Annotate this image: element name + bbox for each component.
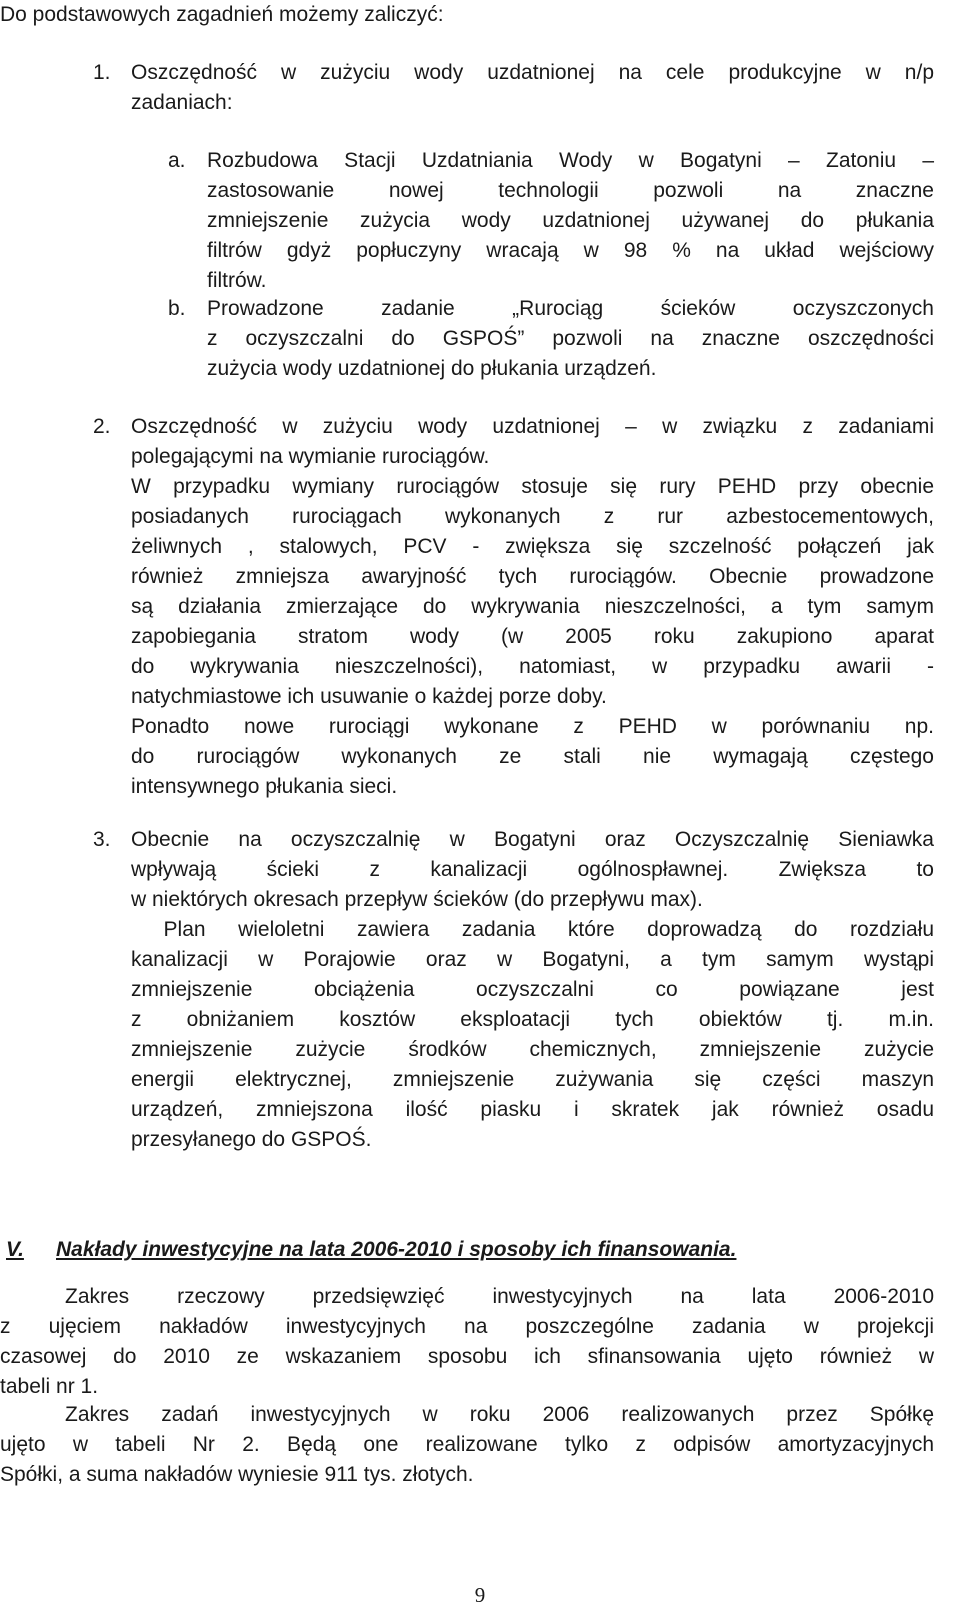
item1b-text — [207, 294, 934, 384]
item2-line: W przypadku wymiany rurociągów stosuje się rury PEHD przy obecnie — [131, 475, 934, 498]
item1-number: 1. — [93, 61, 111, 84]
paragraph-2-line: ujęto w tabeli Nr 2. Będą one realizowane tylko z odpisów amortyzacyjnych — [0, 1433, 934, 1456]
item2-line: intensywnego płukania sieci. — [131, 775, 398, 798]
item3-line: przesyłanego do GSPOŚ. — [131, 1128, 372, 1151]
item3-line: urządzeń, zmniejszona ilość piasku i skratek jak również osadu — [131, 1098, 934, 1121]
item3-line: z obniżaniem kosztów eksploatacji tych obiektów tj. m.in. — [131, 1008, 934, 1031]
item1a-marker: a. — [168, 149, 186, 172]
item1-text — [131, 58, 934, 118]
paragraph-1-line: z ujęciem nakładów inwestycyjnych na poszczególne zadania w projekcji — [0, 1315, 934, 1338]
item2-line: są działania zmierzające do wykrywania nieszczelności, a tym samym — [131, 595, 934, 618]
item3-line: wpływają ścieki z kanalizacji ogólnospławnej. Zwiększa to — [131, 858, 934, 881]
item2-line: natychmiastowe ich usuwanie o każdej porze doby. — [131, 685, 607, 708]
item2-line: Oszczędność w zużyciu wody uzdatnionej – w związku z zadaniami — [131, 415, 934, 438]
item1a-line: Rozbudowa Stacji Uzdatniania Wody w Bogatyni – Zatoniu – — [207, 149, 934, 172]
item1-line: zadaniach: — [131, 91, 233, 114]
item2-line: również zmniejsza awaryjność tych rurociągów. Obecnie prowadzone — [131, 565, 934, 588]
item3-line: zmniejszenie obciążenia oczyszczalni co powiązane jest — [131, 978, 934, 1001]
item2-text — [131, 412, 934, 802]
paragraph-2 — [0, 1400, 934, 1490]
item3-line: energii elektrycznej, zmniejszenie zużywania się części maszyn — [131, 1068, 934, 1091]
intro-text — [0, 0, 444, 30]
item1b-line: Prowadzone zadanie „Rurociąg ścieków oczyszczonych — [207, 297, 934, 320]
paragraph-1-line: czasowej do 2010 ze wskazaniem sposobu ich sfinansowania ujęto również w — [0, 1345, 934, 1368]
paragraph-1-line: tabeli nr 1. — [0, 1375, 99, 1398]
section-number: V. — [6, 1238, 24, 1261]
section-title: Nakłady inwestycyjne na lata 2006-2010 i sposoby ich finansowania. — [56, 1238, 737, 1261]
paragraph-2-line: Spółki, a suma nakładów wyniesie 911 tys. złotych. — [0, 1463, 474, 1486]
item1a-text — [207, 146, 934, 296]
item1b-line: z oczyszczalni do GSPOŚ” pozwoli na znaczne oszczędności — [207, 327, 934, 350]
item3-line: Obecnie na oczyszczalnię w Bogatyni oraz Oczyszczalnię Sieniawka — [131, 828, 934, 851]
item1a-line: filtrów gdyż popłuczyny wracają w 98 % na układ wejściowy — [207, 239, 934, 262]
item1a-line: filtrów. — [207, 269, 267, 292]
item2-line: posiadanych rurociągach wykonanych z rur azbestocementowych, — [131, 505, 934, 528]
item3-line: kanalizacji w Porajowie oraz w Bogatyni, a tym samym wystąpi — [131, 948, 934, 971]
page-number: 9 — [474, 1583, 486, 1607]
item1b-line: zużycia wody uzdatnionej do płukania urządzeń. — [207, 357, 657, 380]
item2-line: żeliwnych , stalowych, PCV - zwiększa się szczelność połączeń jak — [131, 535, 934, 558]
paragraph-2-line: Zakres zadań inwestycyjnych w roku 2006 realizowanych przez Spółkę — [65, 1403, 934, 1426]
paragraph-1-line: Zakres rzeczowy przedsięwzięć inwestycyjnych na lata 2006-2010 — [65, 1285, 934, 1308]
paragraph-1 — [0, 1282, 934, 1402]
item2-number: 2. — [93, 415, 111, 438]
item2-line: Ponadto nowe rurociągi wykonane z PEHD w porównaniu np. — [131, 715, 934, 738]
item3-line: w niektórych okresach przepływ ścieków (do przepływu max). — [131, 888, 703, 911]
item1-line: Oszczędność w zużyciu wody uzdatnionej na cele produkcyjne w n/p — [131, 61, 934, 84]
item2-line: zapobiegania stratom wody (w 2005 roku zakupiono aparat — [131, 625, 934, 648]
item1a-line: zmniejszenie zużycia wody uzdatnionej używanej do płukania — [207, 209, 934, 232]
item2-line: do wykrywania nieszczelności), natomiast, w przypadku awarii - — [131, 655, 934, 678]
item2-line: polegającymi na wymianie rurociągów. — [131, 445, 490, 468]
item2-line: do rurociągów wykonanych ze stali nie wymagają częstego — [131, 745, 934, 768]
item3-line: Plan wieloletni zawiera zadania które doprowadzą do rozdziału — [131, 918, 934, 941]
item3-line: zmniejszenie zużycie środków chemicznych, zmniejszenie zużycie — [131, 1038, 934, 1061]
item3-number: 3. — [93, 828, 111, 851]
item3-text — [131, 825, 934, 1155]
item1a-line: zastosowanie nowej technologii pozwoli na znaczne — [207, 179, 934, 202]
item1b-marker: b. — [168, 297, 186, 320]
intro-line: Do podstawowych zagadnień możemy zaliczyć: — [0, 3, 444, 26]
